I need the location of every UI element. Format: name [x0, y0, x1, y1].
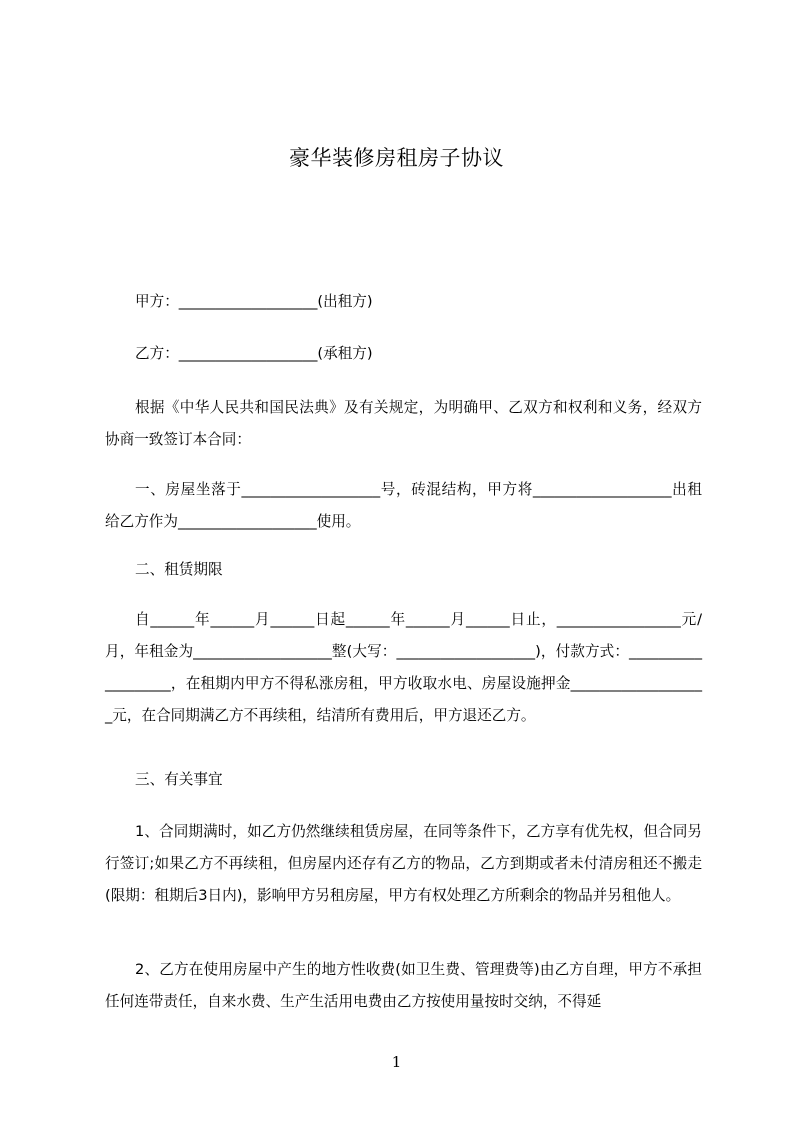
section-3-item-1: 1、合同期满时，如乙方仍然继续租赁房屋，在同等条件下，乙方享有优先权，但合同另行签订;如果乙方不再续租，但房屋内还存有乙方的物品，乙方到期或者未付清房租还不搬走(限期：租期后3日内)，影响甲方另租房屋，甲方有权处理乙方所剩余的物品并另租他人。 [105, 823, 702, 904]
section-2-paragraph: 自______年______月______日起______年______月______日止，_________________元/月，年租金为___________________整(大写：___________________)，付款方式：___________________，在租期内甲方不得私涨房租，甲方收取水电、房屋设施押金___________________元，在合同期满乙方不再续租，结清所有费用后，甲方退还乙方。 [105, 611, 702, 724]
section-3-item-2: 2、乙方在使用房屋中产生的地方性收费(如卫生费、管理费等)由乙方自理，甲方不承担任何连带责任，自来水费、生产生活用电费由乙方按使用量按时交纳，不得延 [105, 961, 702, 1010]
party-a-line: 甲方：___________________(出租方) [135, 293, 373, 310]
intro-paragraph: 根据《中华人民共和国民法典》及有关规定，为明确甲、乙双方和权利和义务，经双方协商一致签订本合同： [105, 399, 702, 448]
party-b-line: 乙方：___________________(承租方) [135, 345, 373, 362]
section-3-heading: 三、有关事宜 [135, 771, 223, 788]
document-title: 豪华装修房租房子协议 [289, 146, 504, 170]
page-number: 1 [391, 1053, 402, 1071]
section-1-paragraph: 一、房屋坐落于___________________号，砖混结构，甲方将___________________出租给乙方作为___________________使用。 [105, 481, 702, 530]
section-2-heading: 二、租赁期限 [135, 561, 223, 578]
